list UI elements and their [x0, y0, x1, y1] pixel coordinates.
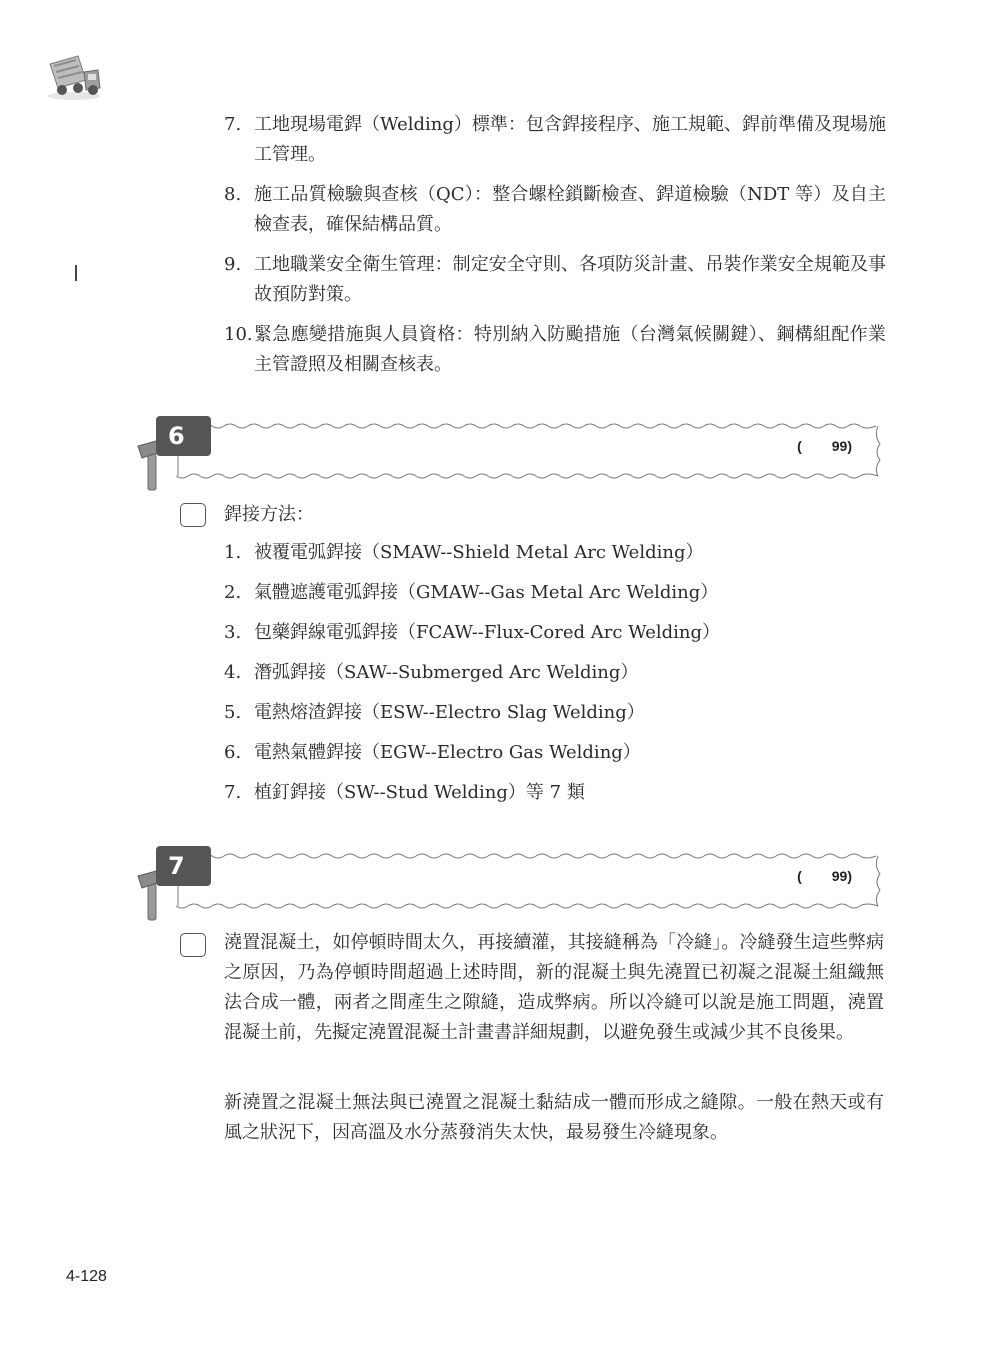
top-list [224, 110, 886, 390]
answer-checkbox[interactable] [180, 933, 206, 957]
list-item [224, 110, 886, 170]
list-item-number: 8. [224, 184, 242, 205]
exam-year-value: 99) [831, 868, 852, 884]
list-item-text: 植釘銲接（SW--Stud Welding）等 7 類 [254, 782, 585, 803]
question-7-header [136, 846, 886, 926]
list-item-text: 電熱氣體銲接（EGW--Electro Gas Welding） [254, 742, 641, 763]
list-item-number: 3. [224, 622, 242, 643]
list-item-text: 工地職業安全衛生管理：制定安全守則、各項防災計畫、吊裝作業安全規範及事故預防對策。 [254, 254, 886, 305]
list-item-number: 4. [224, 662, 242, 683]
list-item-number: 9. [224, 254, 242, 275]
list-item-text: 電熱熔渣銲接（ESW--Electro Slag Welding） [254, 702, 645, 723]
exam-year-open-paren: ( [797, 868, 802, 884]
list-item-number: 5. [224, 702, 242, 723]
list-item [224, 618, 886, 648]
list-item [224, 658, 886, 688]
question-frame [136, 416, 886, 496]
question-number: 7 [156, 846, 211, 886]
list-item-text: 潛弧銲接（SAW--Submerged Arc Welding） [254, 662, 639, 683]
answer-paragraph: 澆置混凝土，如停頓時間太久，再接續灌，其接縫稱為「冷縫」。冷縫發生這些弊病之原因，乃為停頓時間超過上述時間，新的混凝土與先澆置已初凝之混凝土組織無法合成一體，兩者之間產生之隙縫，造成弊病。所以冷縫可以說是施工問題，澆置混凝土前，先擬定澆置混凝土計畫書詳細規劃，以避免發生或減少其不良後果。 [224, 932, 884, 1043]
list-item-number: 1. [224, 542, 242, 563]
list-item [224, 538, 886, 568]
question-6-header [136, 416, 886, 496]
list-item [224, 738, 886, 768]
question-number: 6 [156, 416, 211, 456]
list-item-text: 氣體遮護電弧銲接（GMAW--Gas Metal Arc Welding） [254, 582, 719, 603]
list-item-text: 緊急應變措施與人員資格：特別納入防颱措施（台灣氣候關鍵）、鋼構組配作業主管證照及相關查核表。 [254, 324, 886, 375]
list-item [224, 698, 886, 728]
list-item [224, 180, 886, 240]
exam-year-open-paren: ( [797, 438, 802, 454]
margin-mark [75, 265, 77, 281]
list-item-text: 工地現場電銲（Welding）標準：包含銲接程序、施工規範、銲前準備及現場施工管理。 [254, 114, 886, 165]
answer-title: 銲接方法： [224, 504, 314, 525]
list-item-text: 被覆電弧銲接（SMAW--Shield Metal Arc Welding） [254, 542, 704, 563]
list-item [224, 778, 886, 808]
list-item-text: 施工品質檢驗與查核（QC）：整合螺栓鎖斷檢查、銲道檢驗（NDT 等）及自主檢查表，確保結構品質。 [254, 184, 886, 235]
list-item-number: 6. [224, 742, 242, 763]
exam-year-value: 99) [831, 438, 852, 454]
answer-checkbox[interactable] [180, 503, 206, 527]
list-item-number: 2. [224, 582, 242, 603]
list-item [224, 250, 886, 310]
answer-paragraph: 新澆置之混凝土無法與已澆置之混凝土黏結成一體而形成之縫隙。一般在熱天或有風之狀況下，因高溫及水分蒸發消失太快，最易發生冷縫現象。 [224, 1092, 884, 1143]
list-item-text: 包藥銲線電弧銲接（FCAW--Flux-Cored Arc Welding） [254, 622, 720, 643]
concrete-mixer-truck-icon [44, 50, 104, 102]
list-item [224, 320, 886, 380]
exam-year [797, 438, 852, 454]
list-item-number: 7. [224, 114, 242, 135]
list-item [224, 578, 886, 608]
exam-year [797, 868, 852, 884]
list-item-number: 10. [224, 324, 253, 345]
page-number: 4-128 [66, 1268, 107, 1285]
list-item-number: 7. [224, 782, 242, 803]
welding-methods-list [224, 538, 886, 818]
question-frame [136, 846, 886, 926]
